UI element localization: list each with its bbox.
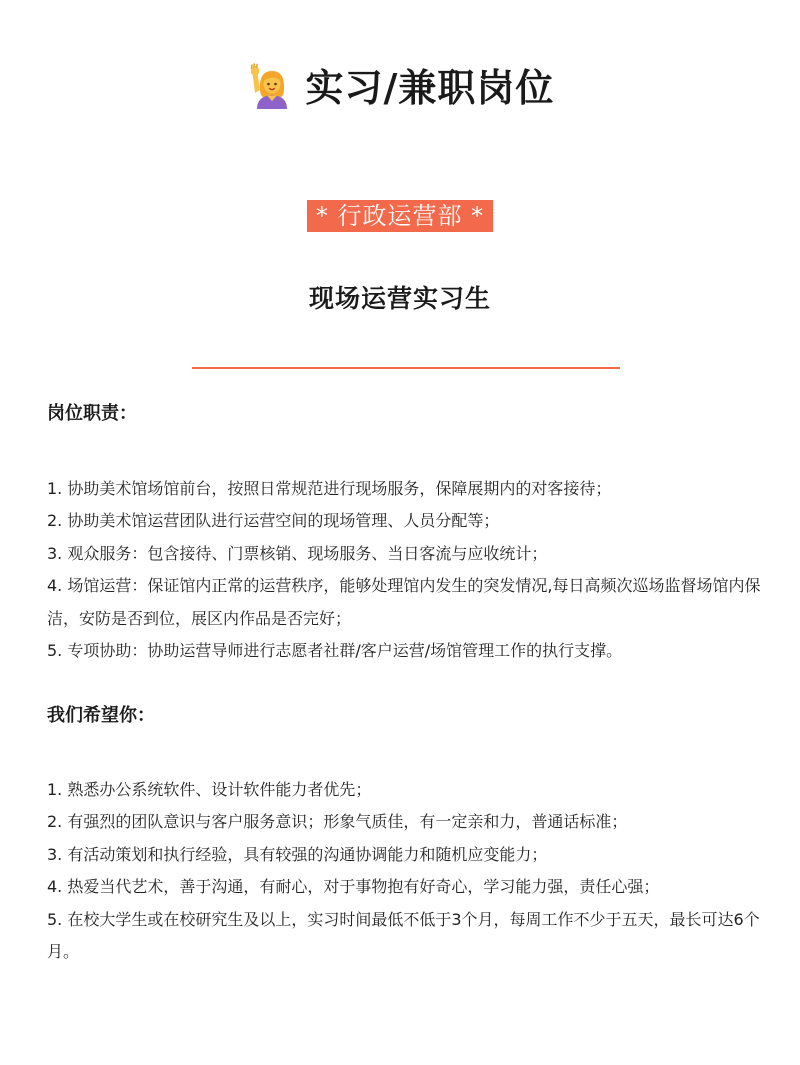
section-divider (192, 367, 620, 369)
person-raising-hand-icon (246, 63, 292, 109)
list-item: 3. 有活动策划和执行经验，具有较强的沟通协调能力和随机应变能力； (47, 844, 548, 864)
list-item: 1. 熟悉办公系统软件、设计软件能力者优先； (47, 780, 372, 799)
department-tag: * 行政运营部 * (307, 200, 493, 232)
list-item: 4. 热爱当代艺术，善于沟通，有耐心，对于事物抱有好奇心，学习能力强，责任心强； (47, 877, 660, 897)
list-item: 5. 在校大学生或在校研究生及以上，实习时间最低不低于3个月，每周工作不少于五天，最长可达6个月。 (47, 909, 760, 962)
list-item: 4. 场馆运营：保证馆内正常的运营秩序，能够处理馆内发生的突发情况,每日高频次巡场监督场馆内保洁，安防是否到位，展区内作品是否完好； (47, 576, 761, 628)
list-item: 5. 专项协助：协助运营导师进行志愿者社群/客户运营/场馆管理工作的执行支撑。 (47, 641, 623, 661)
role-title: 现场运营实习生 (308, 284, 491, 313)
duties-heading: 岗位职责： (47, 403, 137, 424)
list-item: 2. 协助美术馆运营团队进行运营空间的现场管理、人员分配等； (47, 511, 500, 531)
requirements-heading: 我们希望你： (47, 705, 155, 726)
list-item: 2. 有强烈的团队意识与客户服务意识；形象气质佳，有一定亲和力，普通话标准； (47, 812, 628, 832)
page-title (0, 62, 800, 114)
list-item: 1. 协助美术馆场馆前台，按照日常规范进行现场服务，保障展期内的对客接待； (47, 479, 612, 498)
department-tag-row (0, 200, 800, 232)
requirements-list (47, 774, 772, 968)
page-title-text: 实习/兼职岗位 (305, 66, 555, 110)
duties-list (47, 473, 772, 667)
list-item: 3. 观众服务：包含接待、门票核销、现场服务、当日客流与应收统计； (47, 543, 548, 563)
